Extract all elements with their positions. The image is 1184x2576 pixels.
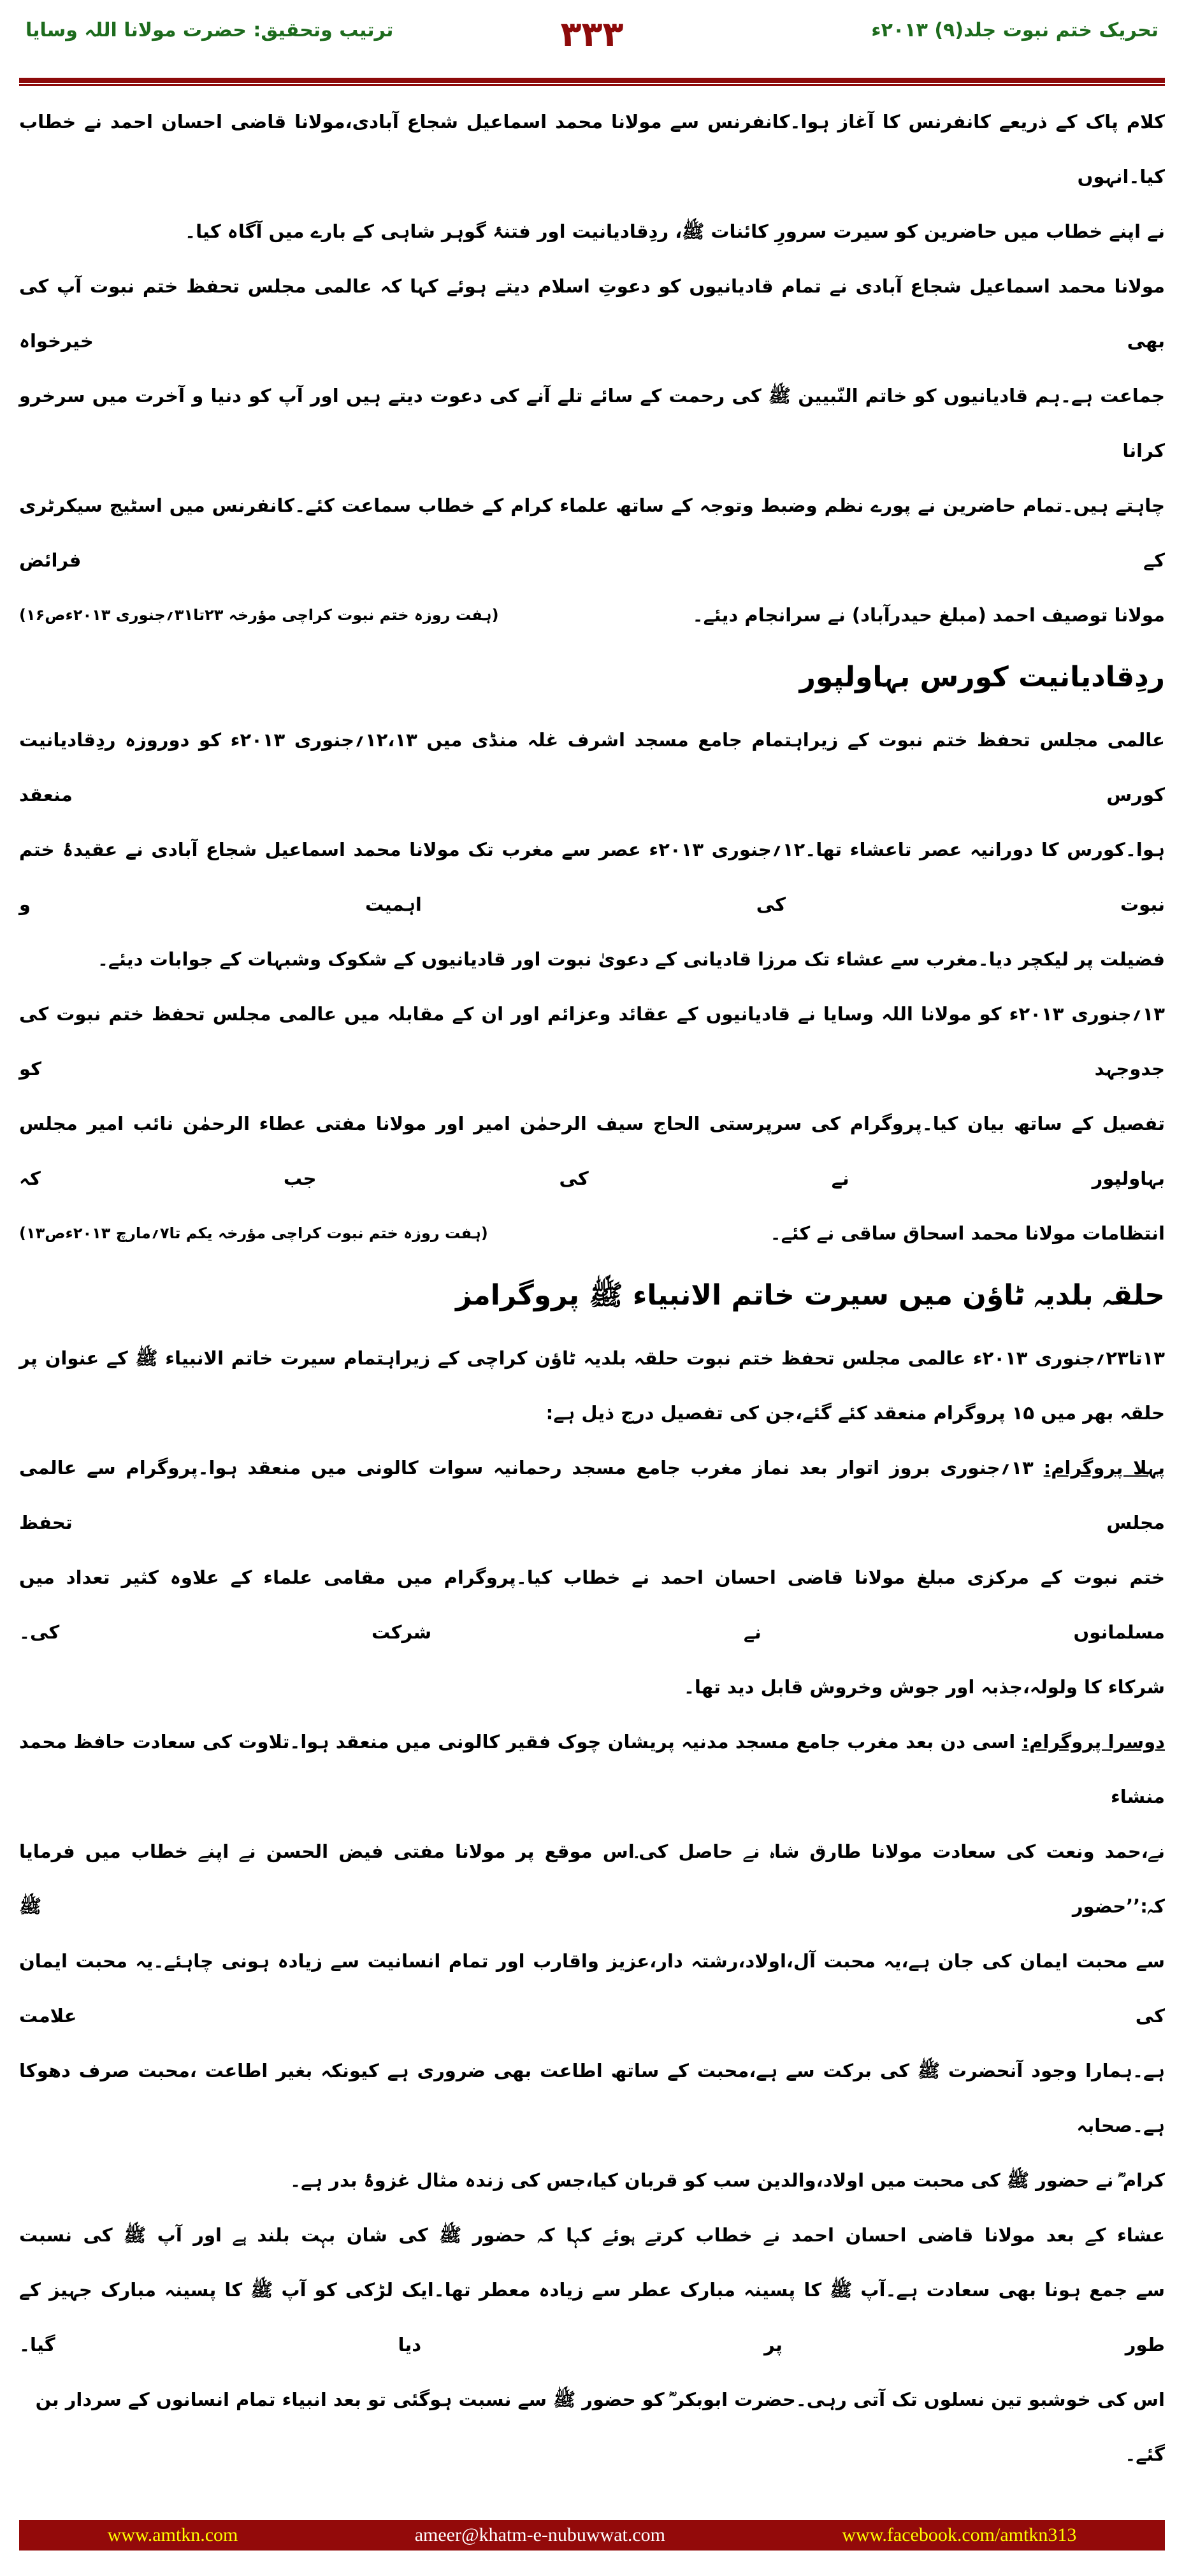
page-number: ۳۳۳ [560, 14, 624, 54]
email-link[interactable]: ameer@khatm-e-nubuwwat.com [414, 2524, 666, 2545]
text-line: فضیلت پر لیکچر دیا۔مغرب سے عشاء تک مرزا قادیانی کے دعویٰ نبوت اور قادیانیوں کے شکوک وشبہات کے جوابات دیئے۔ [97, 948, 1165, 970]
section-heading: حلقہ بلدیہ ٹاؤن میں سیرت خاتم الانبیاء ﷺ پروگرامز [456, 1279, 1165, 1312]
text-line: نے،حمد ونعت کی سعادت مولانا طارق شاہ نے حاصل کی۔اس موقع پر مولانا مفتی فیض الحسن نے اپنے خطاب میں فرمایا کہ:’’حضور ﷺ [19, 1841, 1165, 1917]
text-line [19, 1440, 1165, 1550]
text-line: شرکاء کا ولولہ،جذبہ اور جوش وخروش قابل دید تھا۔ [683, 1676, 1165, 1698]
header-rule [19, 78, 1165, 83]
text-line: ہے۔ہمارا وجود آنحضرت ﷺ کی برکت سے ہے،محبت کے ساتھ اطاعت بھی ضروری ہے کیونکہ بغیر اطاعت ،محبت صرف دھوکا ہے۔صحابہ [19, 2060, 1165, 2136]
text-line: جماعت ہے۔ہم قادیانیوں کو خاتم النّبیین ﷺ کی رحمت کے سائے تلے آنے کی دعوت دیتے ہیں اور آپ کو دنیا و آخرت میں سرخرو کرانا [19, 385, 1165, 461]
text-line-with-citation [19, 1206, 1165, 1261]
text-line-with-citation [19, 588, 1165, 642]
text-line: عشاء کے بعد مولانا قاضی احسان احمد نے خطاب کرتے ہوئے کہا کہ حضور ﷺ کی شان بہت بلند ہے اور آپ ﷺ کی نسبت [19, 2224, 1165, 2246]
text-line: تفصیل کے ساتھ بیان کیا۔پروگرام کی سرپرستی الحاج سیف الرحمٰن امیر اور مولانا مفتی عطاء الرحمٰن نائب امیر مجلس بہاولپور نے کی جب کہ [19, 1113, 1165, 1189]
text-line: کلام پاک کے ذریعے کانفرنس کا آغاز ہوا۔کانفرنس سے مولانا محمد اسماعیل شجاع آبادی،مولانا قاضی احسان احمد نے خطاب کیا۔انہوں [19, 111, 1165, 187]
text-line: کرام ؓ نے حضور ﷺ کی محبت میں اولاد،والدین سب کو قربان کیا،جس کی زندہ مثال غزوۂ بدر ہے۔ [290, 2169, 1165, 2191]
footer-bar [19, 2520, 1165, 2551]
text-line: ختم نبوت کے مرکزی مبلغ مولانا قاضی احسان احمد نے خطاب کیا۔پروگرام میں مقامی علماء کے علاوہ کثیر تعداد میں مسلمانوں نے شرکت کی۔ [19, 1567, 1165, 1643]
book-title: تحریک ختم نبوت جلد(۹) ۲۰۱۳ء [871, 19, 1159, 41]
text-line: ۱۳تا۲۳؍جنوری ۲۰۱۳ء عالمی مجلس تحفظ ختم نبوت حلقہ بلدیہ ٹاؤن کراچی کے زیراہتمام سیرت خاتم الانبیاء ﷺ کے عنوان پر [19, 1347, 1165, 1369]
facebook-link[interactable]: www.facebook.com/amtkn313 [842, 2524, 1077, 2545]
program-label: دوسرا پروگرام: [1022, 1731, 1166, 1753]
text-line: حلقہ بھر میں ۱۵ پروگرام منعقد کئے گئے،جن کی تفصیل درج ذیل ہے: [545, 1402, 1165, 1424]
section-heading: ردِقادیانیت کورس بہاولپور [799, 661, 1165, 693]
text-line [19, 1714, 1165, 1824]
text-line: ۱۳؍جنوری ۲۰۱۳ء کو مولانا اللہ وسایا نے قادیانیوں کے عقائد وعزائم اور ان کے مقابلہ میں عالمی مجلس تحفظ ختم نبوت کی جدوجہد کو [19, 1003, 1165, 1080]
text-span: اسی دن بعد مغرب جامع مسجد مدنیہ پریشان چوک فقیر کالونی میں منعقد ہوا۔تلاوت کی سعادت حافظ محمد منشاء [19, 1731, 1165, 1807]
text-line: عالمی مجلس تحفظ ختم نبوت کے زیراہتمام جامع مسجد اشرف غلہ منڈی میں ۱۲،۱۳؍جنوری ۲۰۱۳ء کو دوروزہ ردِقادیانیت کورس منعقد [19, 729, 1165, 806]
text-line: نے اپنے خطاب میں حاضرین کو سیرت سرورِ کائنات ﷺ، ردِقادیانیت اور فتنۂ گوہر شاہی کے بارے میں آگاہ کیا۔ [185, 221, 1165, 242]
header-rule-thin [19, 84, 1165, 86]
website-link[interactable]: www.amtkn.com [107, 2524, 238, 2545]
text-span: ۱۳؍جنوری بروز اتوار بعد نماز مغرب جامع مسجد رحمانیہ سوات کالونی میں منعقد ہوا۔پروگرام سے عالمی مجلس تحفظ [19, 1457, 1165, 1533]
program-label: پہلا پروگرام: [1043, 1457, 1165, 1479]
text-line: سے جمع ہونا بھی سعادت ہے۔آپ ﷺ کا پسینہ مبارک عطر سے زیادہ معطر تھا۔ایک لڑکی کو آپ ﷺ کا پسینہ مبارک جہیز کے طور پر دیا گیا۔ [19, 2279, 1165, 2355]
text-line: سے محبت ایمان کی جان ہے،یہ محبت آل،اولاد،رشتہ دار،عزیز واقارب اور تمام انسانیت سے زیادہ ہونی چاہئے۔یہ محبت ایمان کی علامت [19, 1950, 1165, 2027]
text-line: ہوا۔کورس کا دورانیہ عصر تاعشاء تھا۔۱۲؍جنوری ۲۰۱۳ء عصر سے مغرب تک مولانا محمد اسماعیل شجاع آبادی نے عقیدۂ ختم نبوت کی اہمیت و [19, 839, 1165, 915]
citation: (ہفت روزہ ختم نبوت کراچی مؤرخہ ۲۳تا۳۱؍جنوری ۲۰۱۳ءص۱۶) [19, 606, 499, 624]
compiler-credit: ترتیب وتحقیق: حضرت مولانا اللہ وسایا [25, 19, 394, 41]
citation: (ہفت روزہ ختم نبوت کراچی مؤرخہ یکم تا۷؍مارچ ۲۰۱۳ءص۱۳) [19, 1224, 488, 1242]
text-line: مولانا توصیف احمد (مبلغ حیدرآباد) نے سرانجام دیئے۔ [692, 604, 1165, 626]
text-line: اس کی خوشبو تین نسلوں تک آتی رہی۔حضرت ابوبکر ؓ کو حضور ﷺ سے نسبت ہوگئی تو بعد انبیاء تمام انسانوں کے سردار بن گئے۔ [35, 2389, 1165, 2465]
text-line: مولانا محمد اسماعیل شجاع آبادی نے تمام قادیانیوں کو دعوتِ اسلام دیتے ہوئے کہا کہ عالمی مجلس تحفظ ختم نبوت آپ کی بھی خیرخواہ [19, 275, 1165, 352]
text-line: چاہتے ہیں۔تمام حاضرین نے پورے نظم وضبط وتوجہ کے ساتھ علماء کرام کے خطاب سماعت کئے۔کانفرنس میں اسٹیج سیکرٹری کے فرائض [19, 495, 1165, 571]
text-line: انتظامات مولانا محمد اسحاق ساقی نے کئے۔ [770, 1222, 1165, 1244]
